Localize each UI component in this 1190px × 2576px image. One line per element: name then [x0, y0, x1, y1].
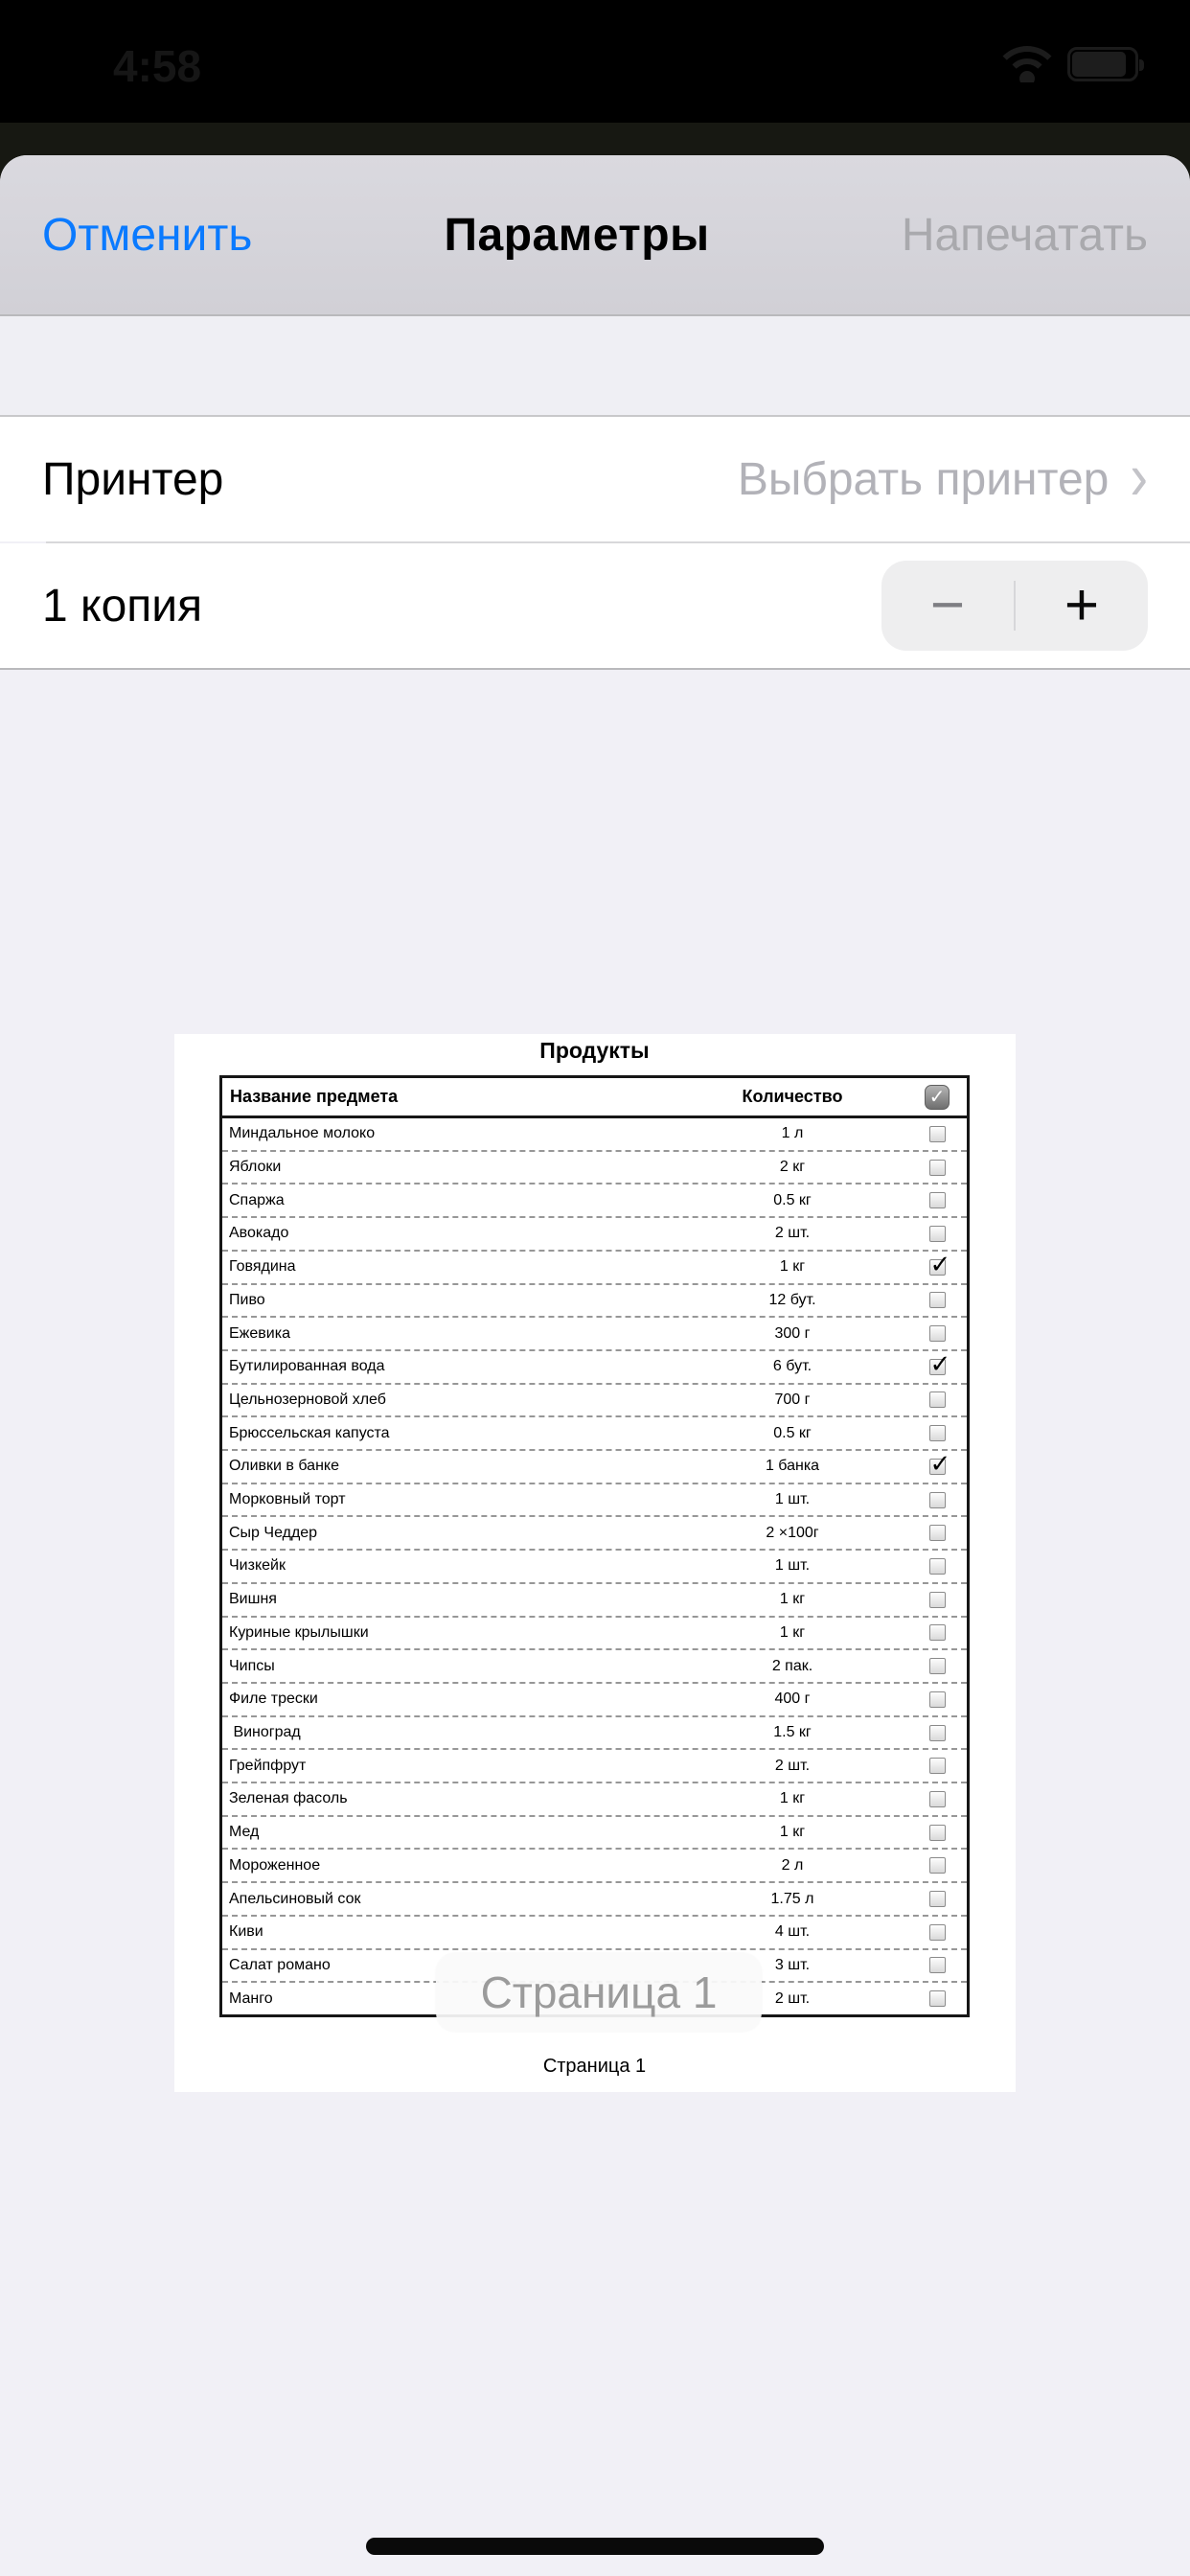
item-quantity: 1 шт. — [774, 1557, 811, 1575]
table-row — [222, 1118, 967, 1152]
item-name: Спаржа — [229, 1191, 285, 1208]
item-checkbox-cell — [907, 1425, 967, 1441]
table-row — [222, 1684, 967, 1717]
section-spacer — [0, 316, 1190, 417]
item-name: Апельсиновый сок — [229, 1890, 361, 1907]
item-checkbox — [929, 1624, 946, 1641]
item-quantity: 300 г — [774, 1324, 811, 1342]
item-name: Чизкейк — [229, 1557, 286, 1575]
table-row — [222, 1618, 967, 1651]
item-checkbox-cell — [907, 1990, 967, 2007]
table-row — [222, 1385, 967, 1418]
copies-row — [0, 543, 1190, 668]
item-quantity: 2 шт. — [774, 1990, 811, 2007]
item-checkbox-cell — [907, 1359, 967, 1375]
item-quantity: 2 пак. — [771, 1657, 813, 1674]
table-row — [222, 1883, 967, 1917]
item-quantity: 3 шт. — [774, 1956, 811, 1973]
table-row — [222, 1650, 967, 1684]
column-header-checkbox — [907, 1085, 967, 1110]
item-quantity: 0.5 кг — [773, 1191, 812, 1208]
table-row — [222, 1484, 967, 1518]
item-checkbox-cell — [907, 1292, 967, 1308]
page-number-overlay-label: Страница 1 — [480, 1967, 718, 2017]
item-name: Куриные крылышки — [229, 1623, 369, 1641]
item-checkbox-cell — [907, 1725, 967, 1741]
item-checkbox-cell — [907, 1825, 967, 1841]
decrease-copies-button[interactable]: − — [929, 572, 966, 638]
table-row — [222, 1318, 967, 1351]
item-checkbox — [929, 1492, 946, 1508]
table-row — [222, 1817, 967, 1851]
table-row — [222, 1750, 967, 1783]
table-row — [222, 1584, 967, 1618]
table-row — [222, 1551, 967, 1584]
item-name: Пиво — [229, 1291, 265, 1308]
item-name: Филе трески — [229, 1690, 318, 1708]
page-caption: Страница 1 — [542, 2056, 647, 2077]
item-quantity: 400 г — [774, 1690, 811, 1708]
item-checkbox — [929, 1592, 946, 1608]
item-quantity: 2 ×100г — [766, 1524, 819, 1541]
table-row — [222, 1218, 967, 1252]
item-checkbox — [929, 1658, 946, 1674]
item-checkbox — [929, 1957, 946, 1973]
printer-selected-value: Выбрать принтер — [737, 453, 1110, 505]
item-checkbox — [929, 1691, 946, 1708]
table-row — [222, 1850, 967, 1883]
item-name: Мороженное — [229, 1856, 321, 1874]
item-name: Цельнозерновой хлеб — [229, 1391, 386, 1408]
item-checkbox — [929, 1924, 946, 1941]
item-checkbox-cell — [907, 1957, 967, 1973]
item-name: Морковный торт — [229, 1491, 346, 1508]
item-checkbox — [929, 1525, 946, 1541]
item-checkbox — [929, 1226, 946, 1242]
home-indicator[interactable] — [366, 2538, 824, 2555]
item-checkbox — [929, 1292, 946, 1308]
item-name: Мед — [229, 1824, 260, 1841]
table-row — [222, 1917, 967, 1950]
item-quantity: 1 банка — [765, 1458, 820, 1475]
item-checkbox-cell — [907, 1891, 967, 1907]
item-checkbox-cell — [907, 1624, 967, 1641]
sheet-title: Параметры — [444, 209, 710, 261]
item-checkbox-cell — [907, 1558, 967, 1575]
item-checkbox — [929, 1725, 946, 1741]
document-title: Продукты — [539, 1038, 650, 1063]
item-quantity: 1 кг — [779, 1790, 806, 1807]
item-quantity: 1 л — [781, 1125, 804, 1142]
header-checkbox-icon: ✓ — [925, 1085, 950, 1110]
item-name: Бутилированная вода — [229, 1358, 385, 1375]
item-checkbox-cell — [907, 1924, 967, 1941]
item-name: Оливки в банке — [229, 1458, 339, 1475]
status-icons — [1002, 46, 1138, 82]
item-name: Виноград — [229, 1724, 301, 1740]
item-checkbox — [929, 1891, 946, 1907]
item-checkbox-cell — [907, 1192, 967, 1208]
item-quantity: 1 кг — [779, 1623, 806, 1641]
item-quantity: 1.75 л — [770, 1890, 814, 1907]
item-checkbox-cell — [907, 1791, 967, 1807]
item-name: Авокадо — [229, 1225, 289, 1242]
item-name: Грейпфрут — [229, 1757, 307, 1774]
item-name: Говядина — [229, 1258, 296, 1276]
printer-row[interactable] — [0, 417, 1190, 541]
item-quantity: 2 л — [781, 1856, 804, 1874]
sheet-header — [0, 155, 1190, 314]
item-checkbox-cell — [907, 1459, 967, 1475]
item-checkbox — [929, 1558, 946, 1575]
item-quantity: 0.5 кг — [773, 1424, 812, 1441]
item-checkbox — [929, 1160, 946, 1176]
item-checkbox-cell — [907, 1392, 967, 1408]
item-checkbox — [929, 1459, 946, 1475]
cancel-button[interactable]: Отменить — [42, 209, 253, 261]
item-checkbox — [929, 1126, 946, 1142]
item-quantity: 1 кг — [779, 1824, 806, 1841]
item-checkbox — [929, 1392, 946, 1408]
item-checkbox-cell — [907, 1160, 967, 1176]
item-checkbox-cell — [907, 1126, 967, 1142]
table-row — [222, 1717, 967, 1751]
copies-label: 1 копия — [42, 580, 203, 632]
item-checkbox — [929, 1259, 946, 1276]
chevron-right-icon: › — [1130, 438, 1148, 514]
item-checkbox-cell — [907, 1492, 967, 1508]
table-row — [222, 1184, 967, 1218]
item-name: Ежевика — [229, 1324, 290, 1342]
item-quantity: 1.5 кг — [773, 1724, 812, 1740]
item-checkbox-cell — [907, 1226, 967, 1242]
item-checkbox-cell — [907, 1758, 967, 1774]
page-number-overlay — [436, 1953, 762, 2032]
page-preview[interactable] — [174, 1034, 1016, 2092]
item-checkbox — [929, 1425, 946, 1441]
item-checkbox-cell — [907, 1259, 967, 1276]
item-checkbox — [929, 1325, 946, 1342]
item-checkbox-cell — [907, 1857, 967, 1874]
item-quantity: 1 кг — [779, 1258, 806, 1276]
item-name: Сыр Чеддер — [229, 1524, 318, 1541]
table-row — [222, 1285, 967, 1319]
item-name: Брюссельская капуста — [229, 1424, 390, 1441]
table-row — [222, 1783, 967, 1817]
copies-stepper — [881, 561, 1148, 651]
table-row — [222, 1517, 967, 1551]
item-name: Вишня — [229, 1591, 277, 1608]
wifi-icon — [1002, 46, 1052, 82]
item-quantity: 6 бут. — [772, 1358, 812, 1375]
table-row — [222, 1152, 967, 1185]
status-bar — [0, 0, 1190, 123]
increase-copies-button[interactable]: + — [1064, 572, 1100, 638]
item-quantity: 2 шт. — [774, 1757, 811, 1774]
item-quantity: 2 шт. — [774, 1225, 811, 1242]
table-row — [222, 1252, 967, 1285]
table-row — [222, 1417, 967, 1451]
item-checkbox — [929, 1192, 946, 1208]
print-preview-area — [0, 670, 1190, 2576]
item-checkbox — [929, 1825, 946, 1841]
item-name: Миндальное молоко — [229, 1125, 376, 1142]
item-checkbox — [929, 1359, 946, 1375]
printer-value — [737, 438, 1148, 514]
item-quantity: 2 кг — [779, 1159, 806, 1176]
status-time: 4:58 — [113, 41, 202, 91]
item-quantity: 12 бут. — [768, 1291, 816, 1308]
item-checkbox — [929, 1857, 946, 1874]
column-header-quantity: Количество — [742, 1087, 843, 1106]
item-checkbox — [929, 1990, 946, 2007]
item-checkbox — [929, 1791, 946, 1807]
item-quantity: 1 шт. — [774, 1491, 811, 1508]
item-checkbox-cell — [907, 1691, 967, 1708]
item-name: Зеленая фасоль — [229, 1790, 348, 1807]
item-quantity: 700 г — [774, 1391, 811, 1408]
item-checkbox-cell — [907, 1525, 967, 1541]
item-checkbox-cell — [907, 1658, 967, 1674]
item-quantity: 1 кг — [779, 1591, 806, 1608]
print-options-sheet — [0, 155, 1190, 2576]
item-name: Яблоки — [229, 1159, 282, 1176]
printer-label: Принтер — [42, 453, 224, 505]
item-checkbox-cell — [907, 1592, 967, 1608]
table-row — [222, 1351, 967, 1385]
item-quantity: 4 шт. — [774, 1923, 811, 1941]
table-row — [222, 1451, 967, 1484]
print-button[interactable]: Напечатать — [901, 209, 1148, 261]
column-header-name: Название предмета — [230, 1087, 399, 1106]
item-name: Чипсы — [229, 1657, 275, 1674]
table-header-row — [222, 1078, 967, 1118]
item-checkbox — [929, 1758, 946, 1774]
item-name: Киви — [229, 1923, 263, 1941]
battery-icon — [1067, 47, 1138, 81]
item-name: Салат романо — [229, 1956, 331, 1973]
item-name: Манго — [229, 1990, 273, 2007]
grocery-table — [219, 1075, 970, 2017]
item-checkbox-cell — [907, 1325, 967, 1342]
